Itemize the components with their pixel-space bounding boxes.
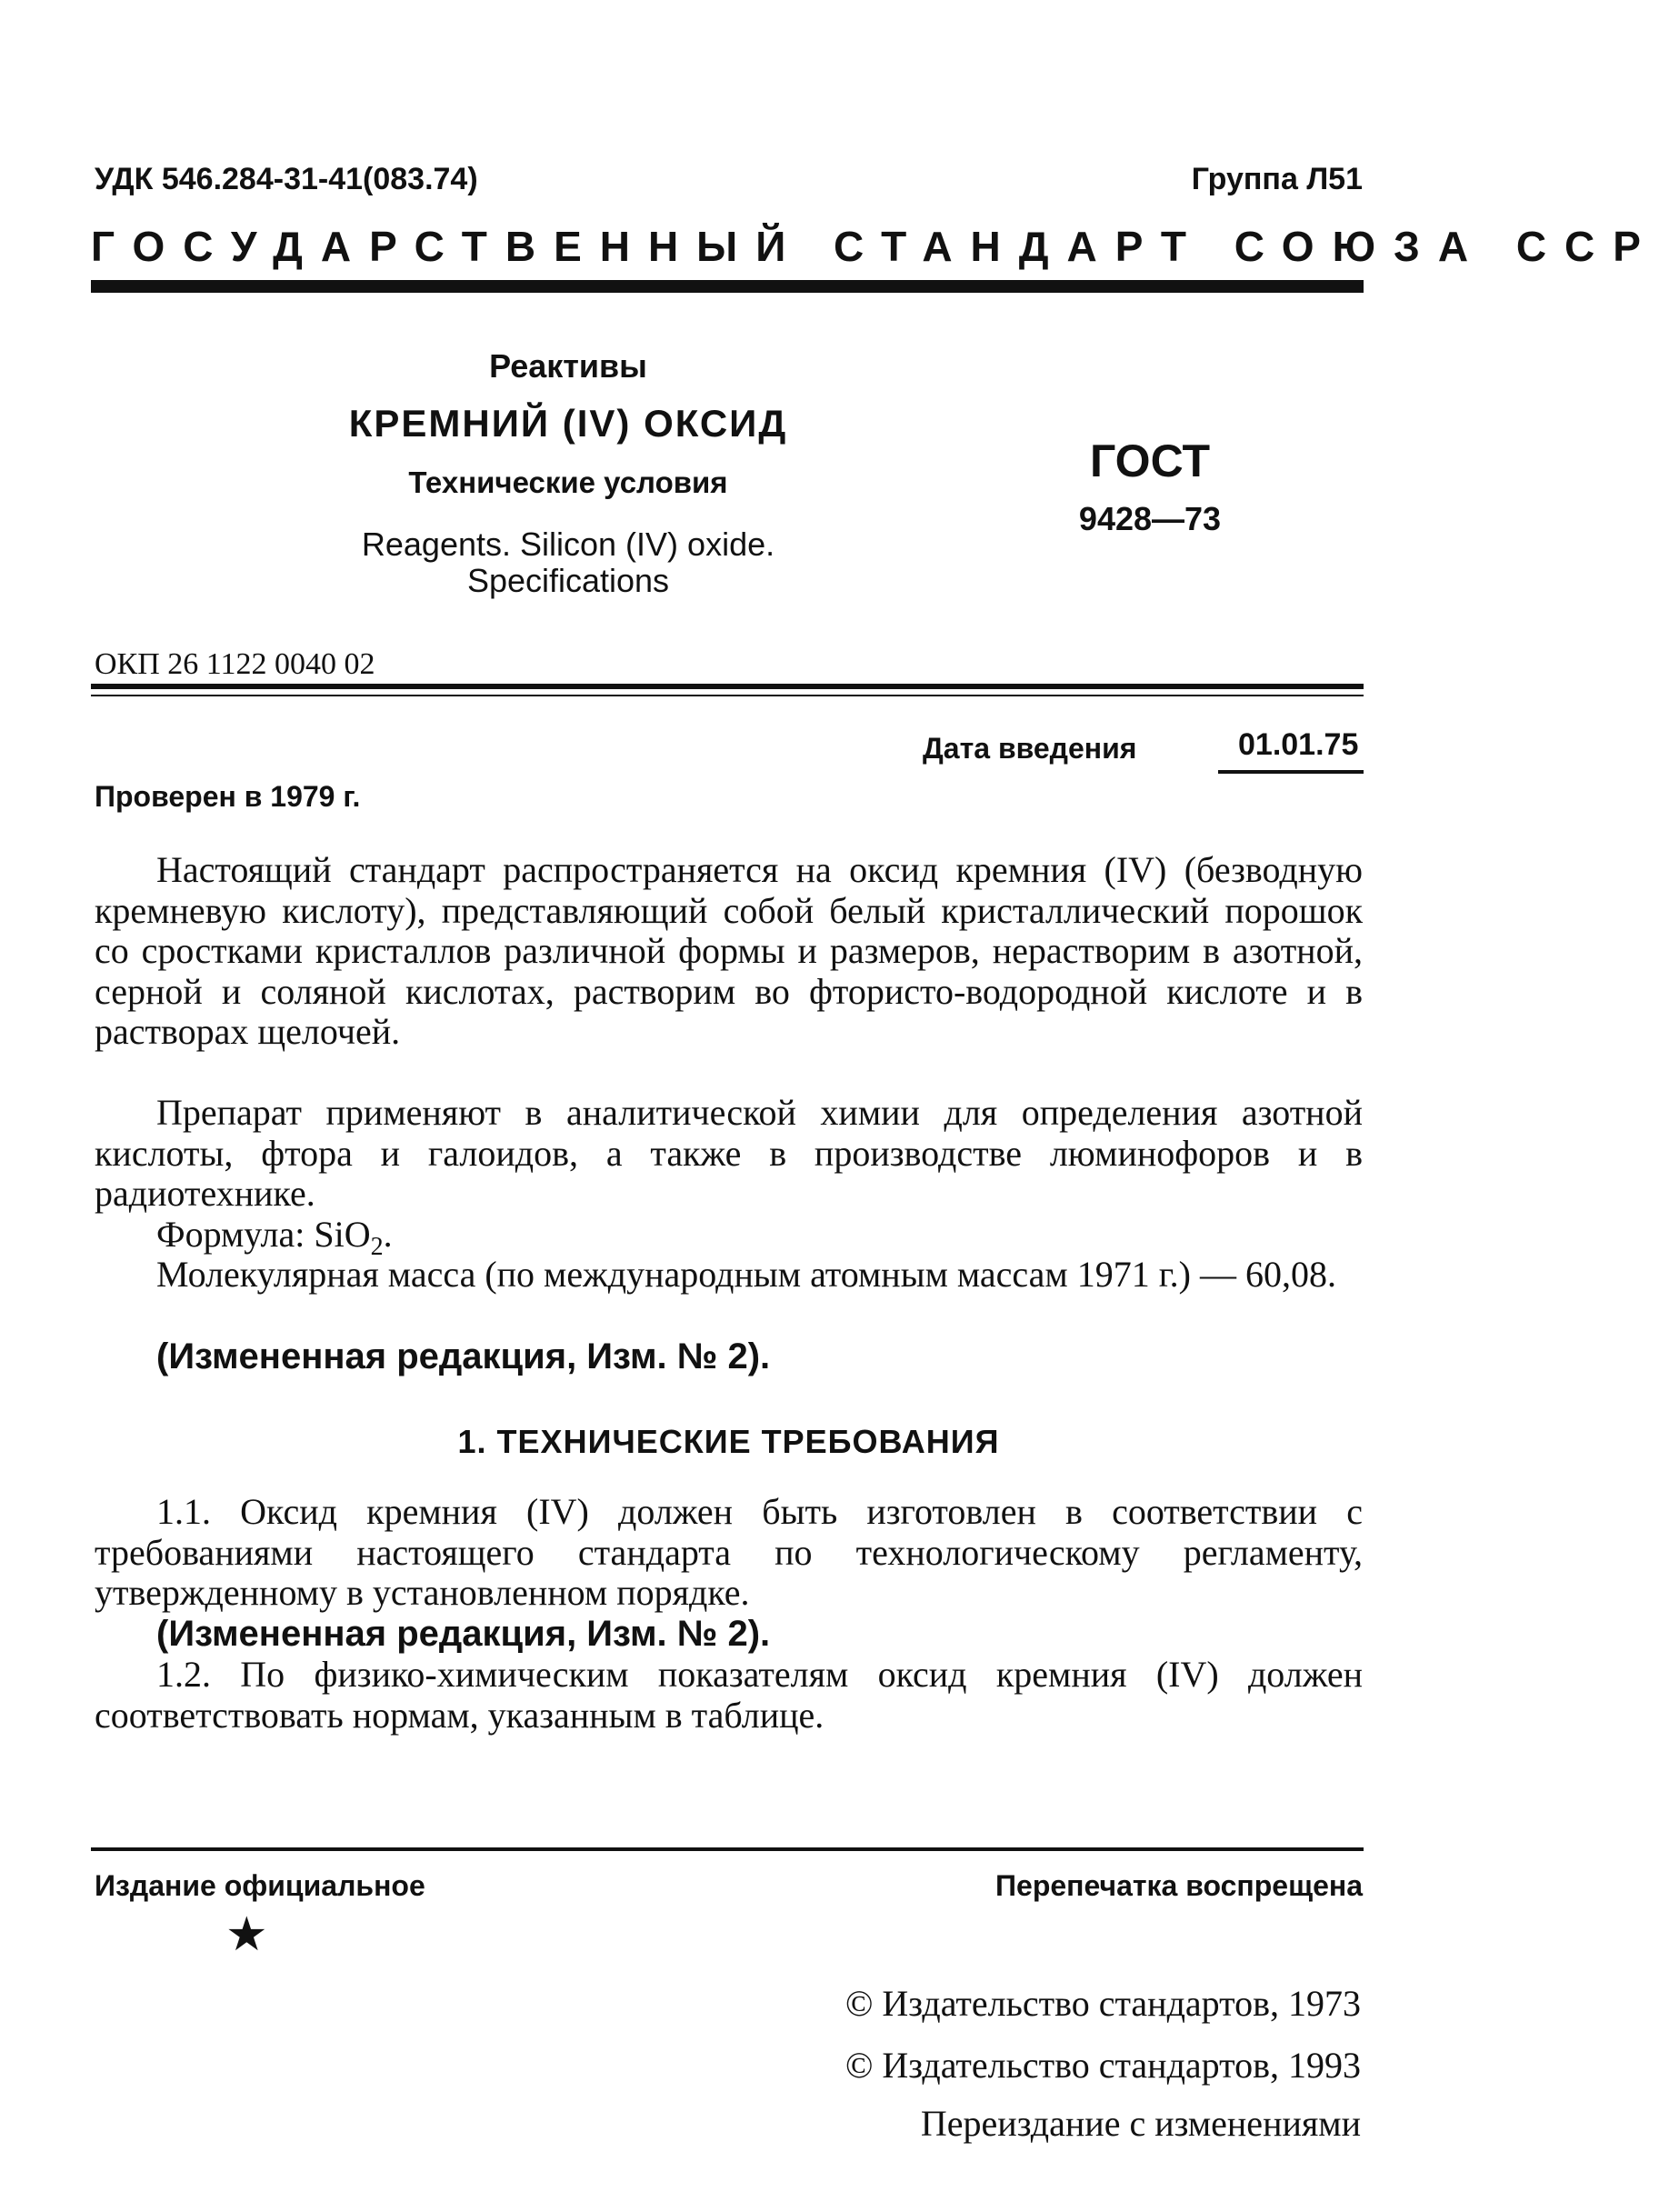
section-1-title: 1. ТЕХНИЧЕСКИЕ ТРЕБОВАНИЯ xyxy=(457,1423,1000,1460)
official-edition-label: Издание официальное xyxy=(95,1869,425,1902)
okp-rule-thin xyxy=(91,695,1364,696)
scope-paragraph xyxy=(95,850,1363,1053)
reissue-note: Переиздание с изменениями xyxy=(920,2103,1361,2144)
document-subtitle: Технические условия xyxy=(408,465,728,499)
formula-subscript: 2 xyxy=(370,1233,384,1261)
product-name: КРЕМНИЙ (IV) ОКСИД xyxy=(348,402,788,445)
copyright-1973 xyxy=(845,1982,1361,2025)
formula-base: SiO xyxy=(314,1214,371,1255)
group-code: Группа Л51 xyxy=(1191,162,1363,196)
intro-date-value: 01.01.75 xyxy=(1238,727,1359,762)
checked-year: Проверен в 1979 г. xyxy=(95,780,361,813)
amendment-note-2 xyxy=(95,1614,1424,1655)
copyright-1973-text: Издательство стандартов, 1973 xyxy=(882,1983,1361,2024)
clause-1-2-text: 1.2. По физико-химическим показателям оксид кремния (IV) должен соответствовать нормам, указанным в таблице. xyxy=(95,1654,1363,1736)
formula-label: Формула: xyxy=(156,1214,315,1255)
clause-1-2 xyxy=(95,1655,1363,1736)
copyright-icon: © xyxy=(844,2045,874,2086)
molar-mass-text: Молекулярная масса (по международным атомным массам 1971 г.) — 60,08. xyxy=(156,1254,1336,1295)
gost-number: 9428—73 xyxy=(1078,500,1222,537)
footer-rule xyxy=(91,1847,1364,1851)
english-title-line1: Reagents. Silicon (IV) oxide. xyxy=(361,525,775,563)
header-rule xyxy=(91,280,1364,293)
gost-label: ГОСТ xyxy=(1090,435,1210,486)
clause-1-1 xyxy=(95,1492,1363,1614)
no-reprint-label: Перепечатка воспрещена xyxy=(995,1869,1363,1902)
molar-mass-paragraph xyxy=(95,1255,1363,1296)
category-label: Реактивы xyxy=(489,347,647,385)
intro-date-underline xyxy=(1218,770,1364,774)
amendment-note-1 xyxy=(95,1336,1424,1377)
state-standard-heading: ГОСУДАРСТВЕННЫЙ СТАНДАРТ СОЮЗА ССР xyxy=(91,223,1659,270)
amendment-text-2: (Измененная редакция, Изм. № 2). xyxy=(156,1614,771,1654)
english-title-line2: Specifications xyxy=(466,562,670,599)
copyright-1993-text: Издательство стандартов, 1993 xyxy=(882,2045,1361,2086)
udk-code: УДК 546.284-31-41(083.74) xyxy=(95,162,478,196)
clause-1-1-text: 1.1. Оксид кремния (IV) должен быть изготовлен в соответствии с требованиями настоящего стандарта по технологическому регламенту, утвержденному в установленном порядке. xyxy=(95,1491,1363,1613)
intro-date-label: Дата введения xyxy=(923,732,1137,765)
amendment-text-1: (Измененная редакция, Изм. № 2). xyxy=(156,1336,771,1376)
okp-rule xyxy=(91,684,1364,689)
application-text: Препарат применяют в аналитической химии для определения азотной кислоты, фтора и галоидов, а также в производстве люминофоров и в радиотехнике. xyxy=(95,1092,1363,1214)
copyright-1993 xyxy=(845,2044,1361,2087)
formula-end: . xyxy=(383,1214,393,1255)
star-icon: ★ xyxy=(225,1909,268,1961)
application-paragraph xyxy=(95,1093,1363,1215)
copyright-icon: © xyxy=(844,1983,874,2024)
okp-code: ОКП 26 1122 0040 02 xyxy=(95,647,375,681)
scope-text: Настоящий стандарт распространяется на оксид кремния (IV) (безводную кремневую кислоту), представляющий собой белый кристаллический порошок со сростками кристаллов различной формы и размеров, нерастворим в азотной, серной и соляной кислотах, растворим во фтористо-водородной кислоте и в растворах щелочей. xyxy=(95,849,1363,1052)
